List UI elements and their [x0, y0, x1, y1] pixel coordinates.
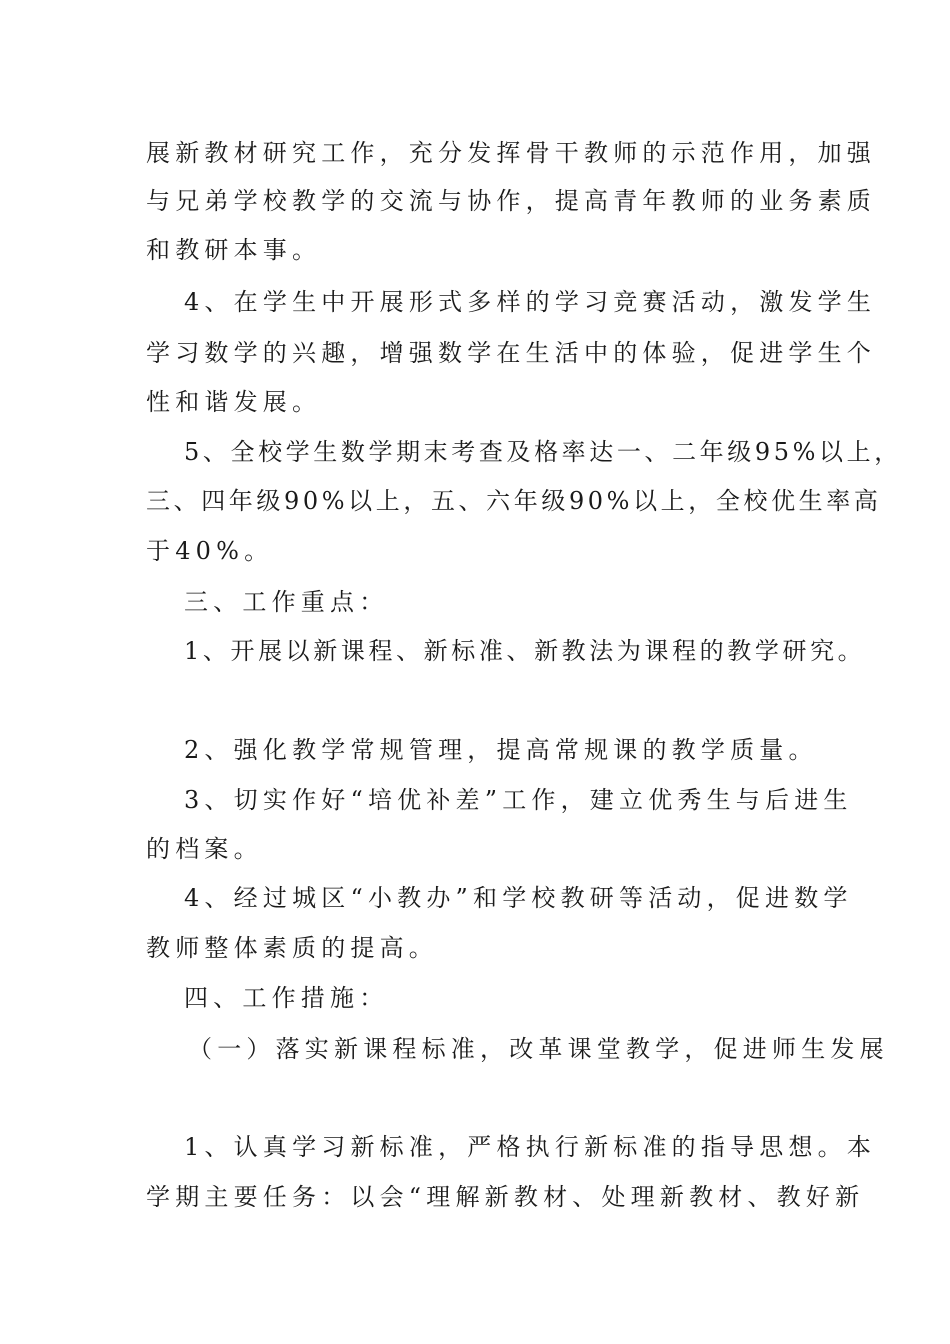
subsection-heading: （一）落实新课程标准，改革课堂教学，促进师生发展: [188, 1035, 889, 1063]
text-line: 三、四年级90%以上，五、六年级90%以上，全校优生率高: [146, 487, 882, 515]
text-line: 展新教材研究工作，充分发挥骨干教师的示范作用，加强: [146, 139, 876, 167]
text-line: 与兄弟学校教学的交流与协作，提高青年教师的业务素质: [146, 187, 876, 215]
text-line: 1、开展以新课程、新标准、新教法为课程的教学研究。: [184, 637, 866, 665]
text-line: 和教研本事。: [146, 236, 322, 264]
text-line: 教师整体素质的提高。: [146, 934, 438, 962]
text-line: 3、切实作好“培优补差”工作，建立优秀生与后进生: [184, 786, 853, 814]
text-line: 的档案。: [146, 835, 263, 863]
text-line: 5、全校学生数学期末考查及格率达一、二年级95%以上，: [184, 438, 902, 466]
text-line: 性和谐发展。: [146, 388, 322, 416]
text-line: 4、经过城区“小教办”和学校教研等活动，促进数学: [184, 884, 853, 912]
text-line: 4、在学生中开展形式多样的学习竞赛活动，激发学生: [184, 288, 877, 316]
text-line: 2、强化教学常规管理，提高常规课的教学质量。: [184, 736, 818, 764]
text-line: 学习数学的兴趣，增强数学在生活中的体验，促进学生个: [146, 339, 876, 367]
section-heading: 四、工作措施：: [184, 984, 389, 1012]
section-heading: 三、工作重点：: [184, 588, 389, 616]
text-line: 1、认真学习新标准，严格执行新标准的指导思想。本: [184, 1133, 877, 1161]
text-line: 学期主要任务：以会“理解新教材、处理新教材、教好新: [146, 1183, 865, 1211]
text-line: 于40%。: [146, 537, 274, 565]
